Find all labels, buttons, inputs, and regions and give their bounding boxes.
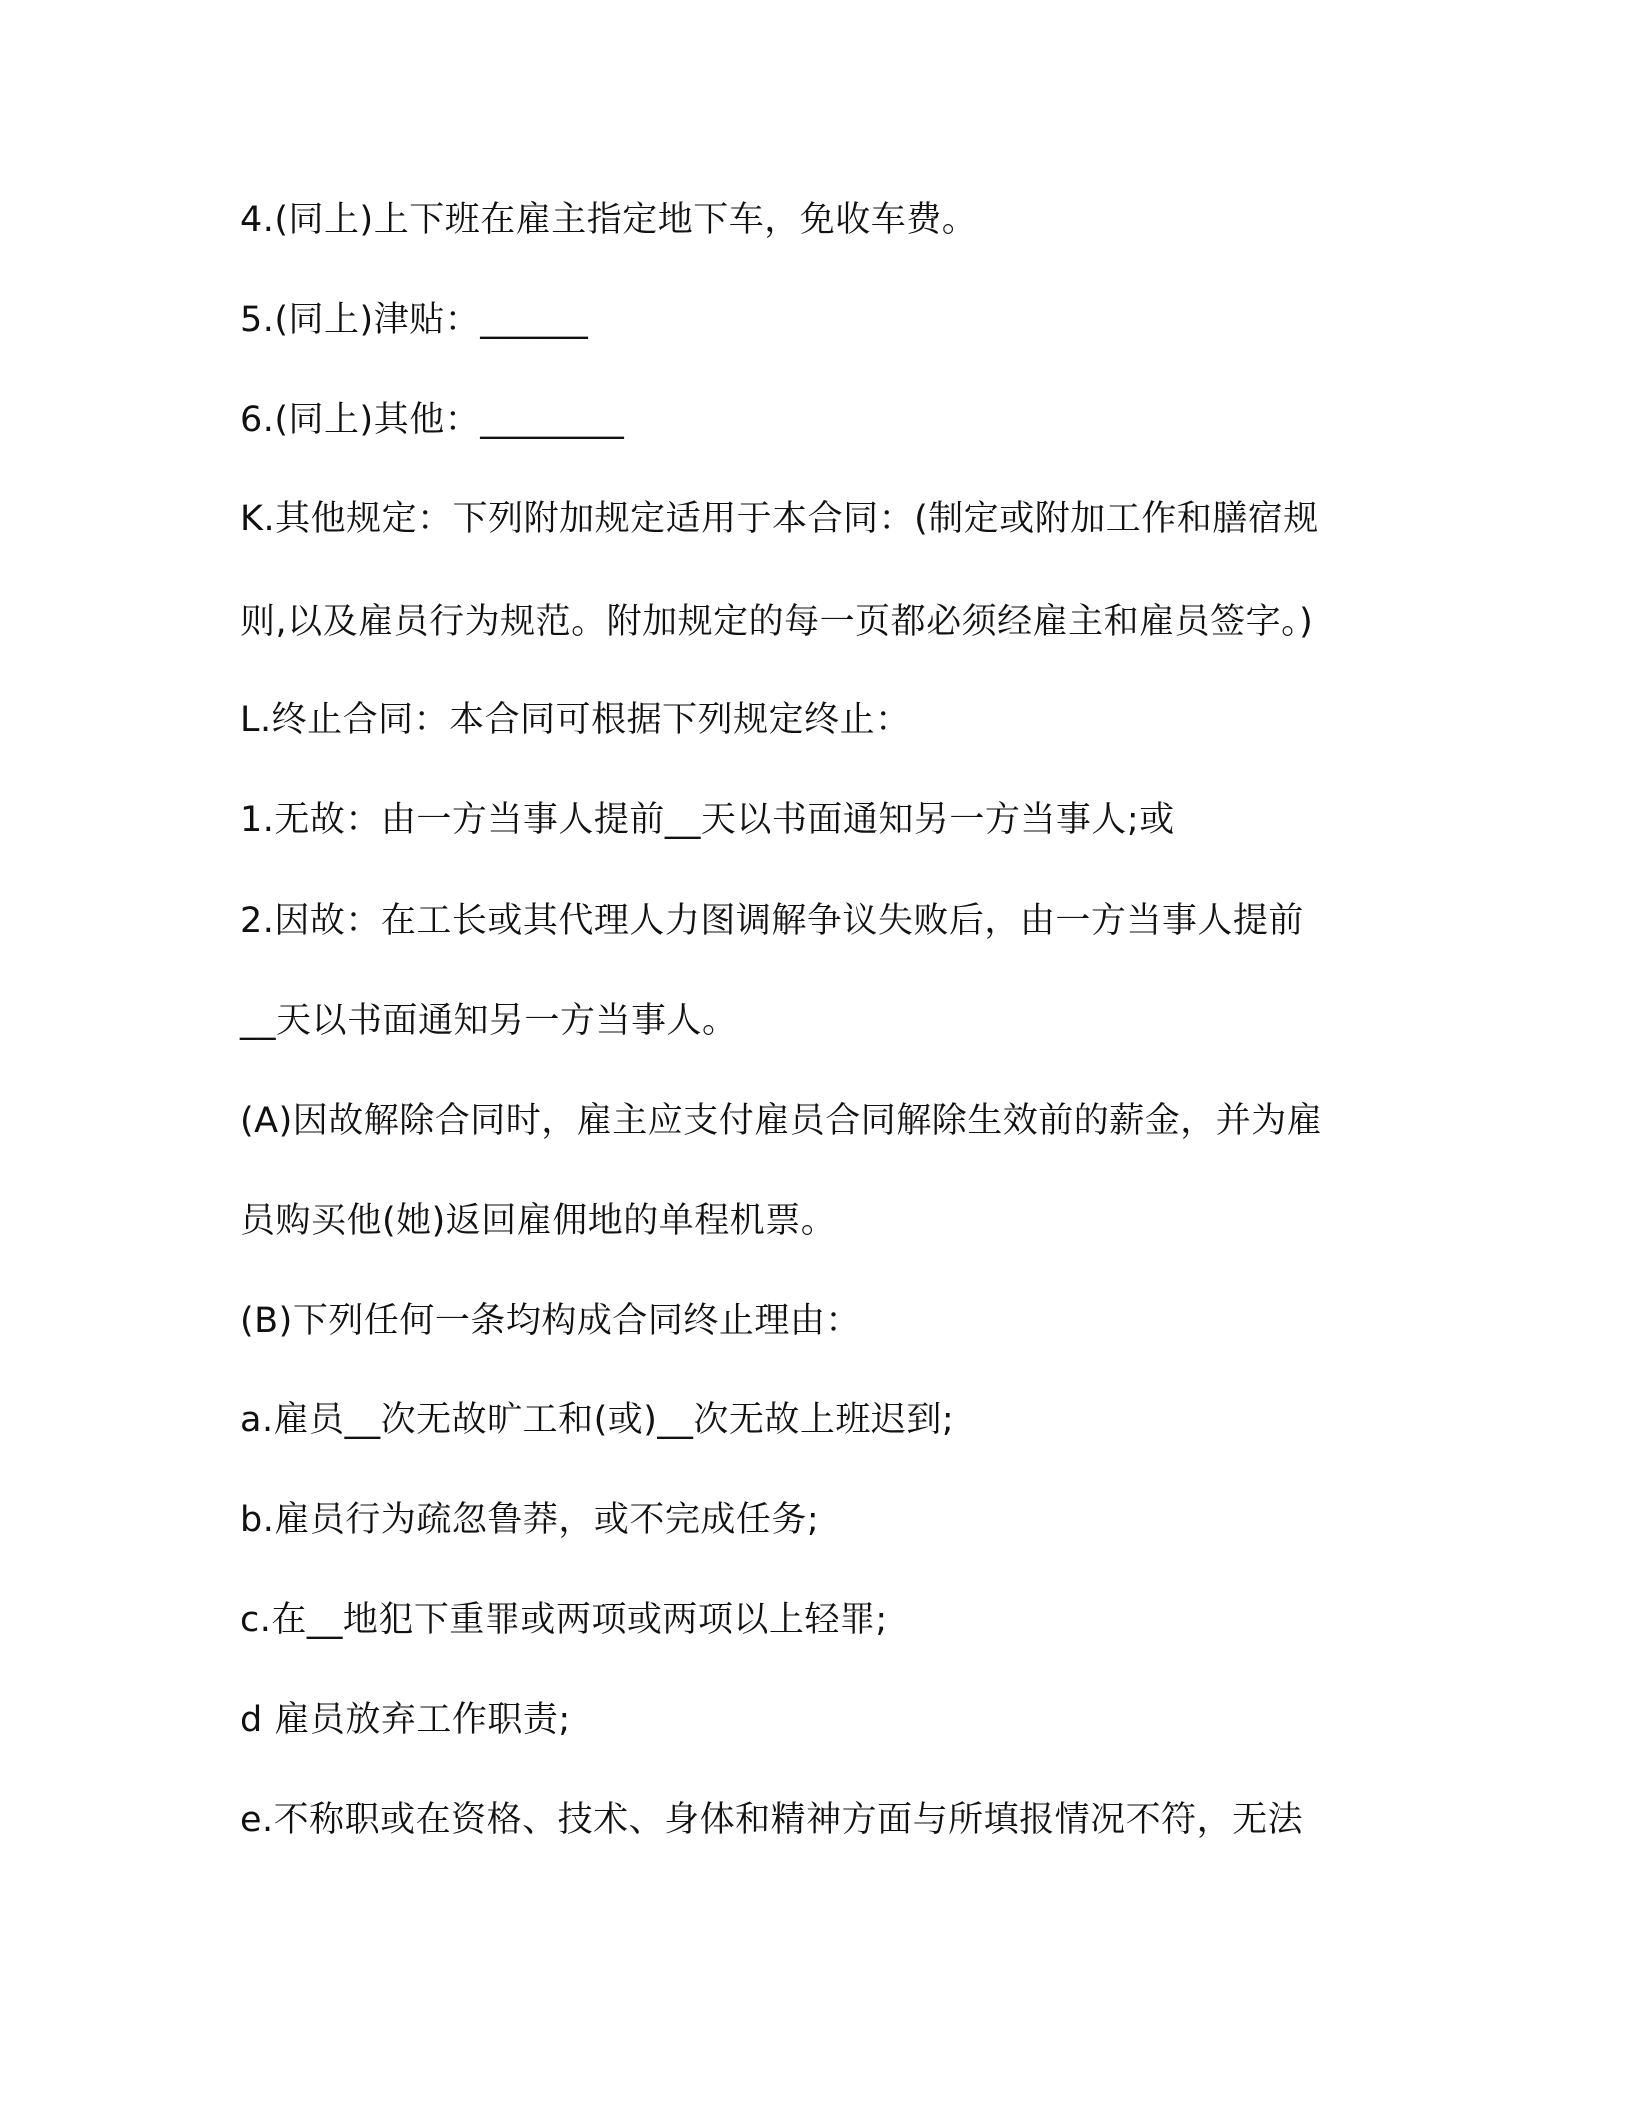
text-line: 员购买他(她)返回雇佣地的单程机票。 (240, 1201, 837, 1241)
text-line: b.雇员行为疏忽鲁莽，或不完成任务; (240, 1500, 820, 1540)
text-line: __天以书面通知另一方当事人。 (240, 1001, 738, 1041)
text-line: K.其他规定：下列附加规定适用于本合同：(制定或附加工作和膳宿规 (240, 499, 1319, 539)
text-line: e.不称职或在资格、技术、身体和精神方面与所填报情况不符，无法 (240, 1800, 1304, 1840)
text-line: 5.(同上)津贴：______ (240, 300, 589, 340)
text-line: a.雇员__次无故旷工和(或)__次无故上班迟到; (240, 1400, 955, 1440)
text-line: 1.无故：由一方当事人提前__天以书面通知另一方当事人;或 (240, 800, 1175, 840)
text-line: (B)下列任何一条均构成合同终止理由： (240, 1301, 861, 1341)
text-line: (A)因故解除合同时，雇主应支付雇员合同解除生效前的薪金，并为雇 (240, 1101, 1323, 1141)
text-line: 则,以及雇员行为规范。附加规定的每一页都必须经雇主和雇员签字。) (240, 602, 1314, 642)
text-line: L.终止合同：本合同可根据下列规定终止： (240, 700, 911, 740)
text-line: c.在__地犯下重罪或两项或两项以上轻罪; (240, 1600, 888, 1640)
text-line: 6.(同上)其他：________ (240, 400, 625, 440)
text-line: d 雇员放弃工作职责; (240, 1700, 571, 1740)
text-line: 4.(同上)上下班在雇主指定地下车，免收车费。 (240, 200, 978, 240)
text-line: 2.因故：在工长或其代理人力图调解争议失败后，由一方当事人提前 (240, 901, 1304, 941)
